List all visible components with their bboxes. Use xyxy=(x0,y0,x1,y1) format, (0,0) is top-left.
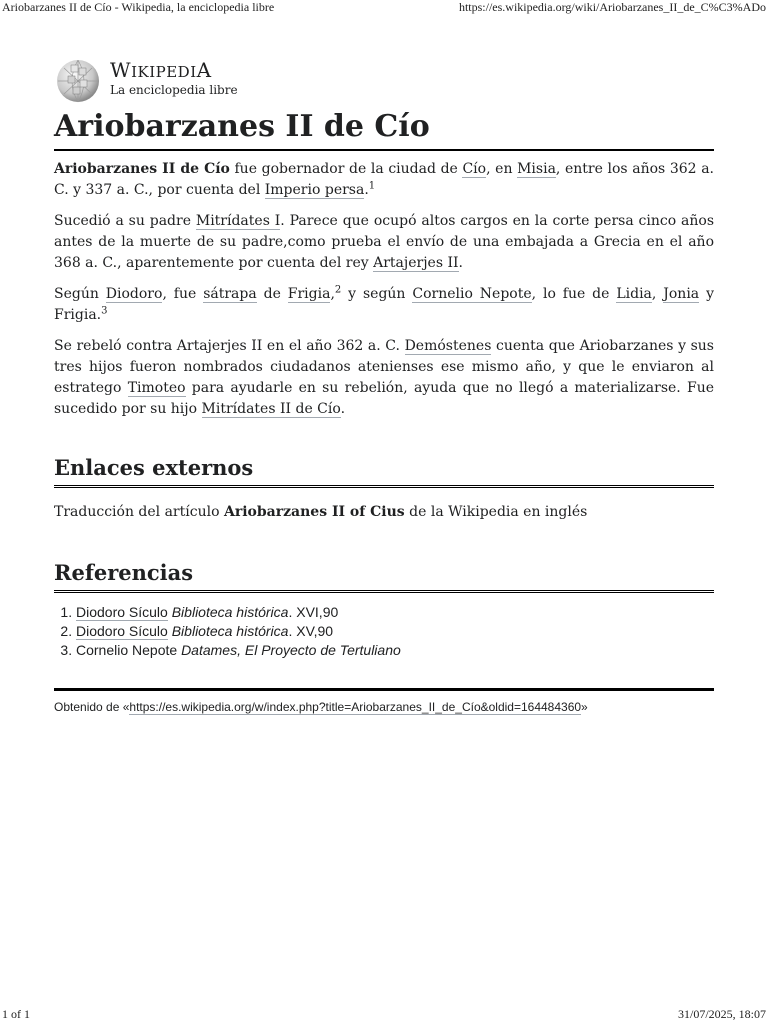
article-page xyxy=(54,56,714,715)
ref-link-diodoro-siculo[interactable]: Diodoro Sículo xyxy=(76,623,168,639)
retrieved-from: Obtenido de «https://es.wikipedia.org/w/index.php?title=Ariobarzanes_II_de_Cío&oldid=164484360» xyxy=(54,688,714,715)
link-satrapa[interactable]: sátrapa xyxy=(203,286,257,302)
link-diodoro[interactable]: Diodoro xyxy=(105,286,163,302)
translation-note: Traducción del artículo Ariobarzanes II of Cius de la Wikipedia en inglés xyxy=(54,504,588,520)
ref-sup-3[interactable]: 3 xyxy=(101,305,108,317)
ref-link-diodoro-siculo[interactable]: Diodoro Sículo xyxy=(76,604,168,620)
link-artajerjes-ii[interactable]: Artajerjes II xyxy=(373,255,459,271)
link-cornelio-nepote[interactable]: Cornelio Nepote xyxy=(412,286,532,302)
link-mitridates-ii-de-cio[interactable]: Mitrídates II de Cío xyxy=(201,401,341,417)
print-datetime: 31/07/2025, 18:07 xyxy=(677,1007,766,1021)
print-page-url: https://es.wikipedia.org/wiki/Ariobarzanes_II_de_C%C3%ADo xyxy=(458,0,766,14)
subject-bold: Ariobarzanes II de Cío xyxy=(54,161,230,177)
permanent-link[interactable]: https://es.wikipedia.org/w/index.php?title=Ariobarzanes_II_de_Cío&oldid=164484360 xyxy=(129,700,582,714)
heading-referencias: Referencias xyxy=(54,559,714,593)
page-title: Ariobarzanes II de Cío xyxy=(54,108,714,151)
wordmark-tagline: La enciclopedia libre xyxy=(110,83,238,97)
paragraph-2: Sucedió a su padre Mitrídates I. Parece que ocupó altos cargos en la corte persa cinco años antes de la muerte de su padre,como prueba el envío de una embajada a Grecia en el año 368 a. C., aparentemente por cuenta del rey Artajerjes II. xyxy=(54,213,714,271)
print-page-count: 1 of 1 xyxy=(2,1007,30,1021)
reference-item: 2. Diodoro Sículo Biblioteca histórica. XV,90 xyxy=(76,622,714,641)
link-misia[interactable]: Misia xyxy=(517,161,556,177)
link-jonia[interactable]: Jonia xyxy=(663,286,700,302)
wikipedia-logo[interactable] xyxy=(54,56,714,106)
link-frigia[interactable]: Frigia xyxy=(287,286,331,302)
link-timoteo[interactable]: Timoteo xyxy=(127,380,186,396)
link-cio[interactable]: Cío xyxy=(462,161,487,177)
wikipedia-globe-icon xyxy=(54,56,102,104)
link-mitridates-i[interactable]: Mitrídates I xyxy=(195,213,281,229)
print-header xyxy=(0,0,768,14)
source-article-bold: Ariobarzanes II of Cius xyxy=(223,504,405,520)
intro-paragraph: Ariobarzanes II de Cío fue gobernador de la ciudad de Cío, en Misia, entre los años 362 a. C. y 337 a. C., por cuenta del Imperio persa.$^1$ xyxy=(54,161,714,198)
paragraph-4: Se rebeló contra Artajerjes II en el año 362 a. C. Demóstenes cuenta que Ariobarzanes y sus tres hijos fueron nombrados ciudadanos atenienses ese mismo año, y que le enviaron al estratego Timoteo para ayudarle en su rebelión, ayuda que no llegó a materializarse. Fue sucedido por su hijo Mitrídates II de Cío. xyxy=(54,338,714,417)
reference-item: 1. Diodoro Sículo Biblioteca histórica. XVI,90 xyxy=(76,603,714,622)
wordmark-name: WIKIPEDIA xyxy=(110,58,212,82)
link-lidia[interactable]: Lidia xyxy=(616,286,652,302)
link-imperio-persa[interactable]: Imperio persa xyxy=(264,182,365,198)
ref-sup-2[interactable]: 2 xyxy=(334,284,342,296)
ref-sup-1[interactable]: 1 xyxy=(368,180,376,192)
reference-item: 3. Cornelio Nepote Datames, El Proyecto de Tertuliano xyxy=(76,641,714,660)
print-footer xyxy=(0,1008,768,1024)
references-list xyxy=(54,603,714,660)
link-demostenes[interactable]: Demóstenes xyxy=(404,338,492,354)
print-page-title: Ariobarzanes II de Cío - Wikipedia, la enciclopedia libre xyxy=(2,0,275,14)
wikipedia-wordmark xyxy=(110,56,238,98)
heading-enlaces-externos: Enlaces externos xyxy=(54,454,714,488)
paragraph-3: Según Diodoro, fue sátrapa de Frigia,$^2$ y según Cornelio Nepote, lo fue de Lidia, Jonia y Frigia.$^3$ xyxy=(54,284,714,323)
